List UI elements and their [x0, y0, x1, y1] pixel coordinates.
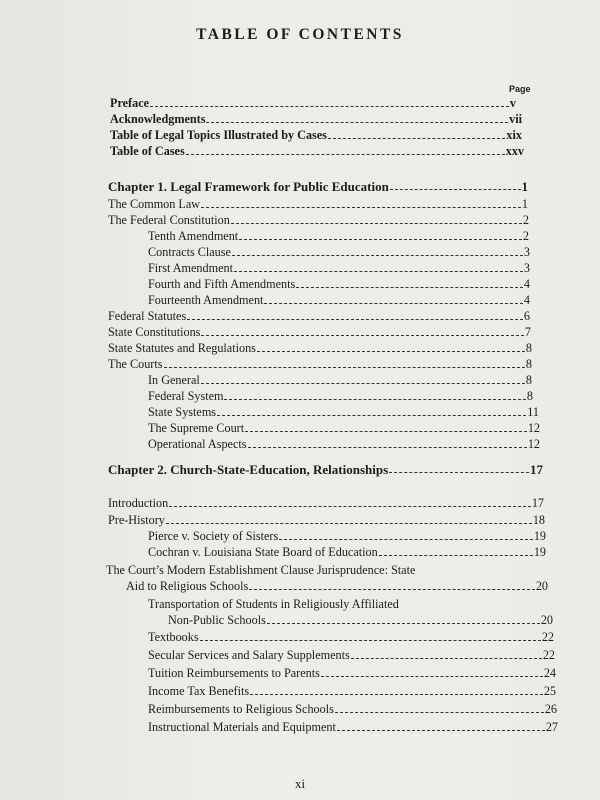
- toc-entry: The Court’s Modern Establishment Clause Jurisprudence: State: [106, 563, 416, 577]
- toc-entry: State Constitutions 7: [108, 325, 531, 339]
- toc-entry: Transportation of Students in Religiously Affiliated: [148, 597, 399, 611]
- toc-entry: Federal Statutes 6: [108, 309, 530, 323]
- toc-entry: State Statutes and Regulations 8: [108, 341, 532, 355]
- toc-entry: Aid to Religious Schools 20: [126, 579, 548, 593]
- toc-entry: Operational Aspects 12: [148, 437, 540, 451]
- toc-entry-legal-topics: Table of Legal Topics Illustrated by Cases xix: [110, 128, 522, 142]
- toc-entry: The Courts 8: [108, 357, 532, 371]
- page-title: TABLE OF CONTENTS: [196, 26, 404, 43]
- toc-entry-acknowledgments: Acknowledgments vii: [110, 112, 522, 126]
- toc-entry: Tenth Amendment 2: [148, 229, 529, 243]
- page-column-label: Page: [509, 84, 531, 94]
- toc-entry-table-of-cases: Table of Cases xxv: [110, 144, 524, 158]
- toc-entry: Contracts Clause 3: [148, 245, 530, 259]
- toc-entry: Secular Services and Salary Supplements 22: [148, 648, 555, 662]
- toc-entry: In General 8: [148, 373, 532, 387]
- toc-entry: State Systems 11: [148, 405, 539, 419]
- toc-entry-preface: Preface v: [110, 96, 516, 110]
- toc-entry: Reimbursements to Religious Schools 26: [148, 702, 557, 716]
- toc-entry: Non-Public Schools 20: [168, 613, 553, 627]
- page-number: xi: [294, 776, 306, 791]
- toc-entry: The Common Law 1: [108, 197, 528, 211]
- toc-entry: First Amendment 3: [148, 261, 530, 275]
- toc-entry: Tuition Reimbursements to Parents 24: [148, 666, 556, 680]
- toc-entry: Fourteenth Amendment 4: [148, 293, 530, 307]
- toc-entry: Fourth and Fifth Amendments 4: [148, 277, 530, 291]
- toc-entry: Income Tax Benefits 25: [148, 684, 556, 698]
- toc-entry: Federal System 8: [148, 389, 533, 403]
- toc-entry: Cochran v. Louisiana State Board of Education 19: [148, 545, 546, 559]
- toc-entry: Pre-History 18: [108, 513, 545, 527]
- toc-entry: Instructional Materials and Equipment 27: [148, 720, 558, 734]
- toc-entry: Introduction 17: [108, 496, 544, 510]
- toc-entry: Textbooks 22: [148, 630, 554, 644]
- toc-entry: The Federal Constitution 2: [108, 213, 529, 227]
- toc-entry: The Supreme Court 12: [148, 421, 540, 435]
- toc-chapter-2: Chapter 2. Church-State-Education, Relationships 17: [108, 462, 543, 477]
- toc-entry: Pierce v. Society of Sisters 19: [148, 529, 546, 543]
- toc-chapter-1: Chapter 1. Legal Framework for Public Education 1: [108, 179, 528, 194]
